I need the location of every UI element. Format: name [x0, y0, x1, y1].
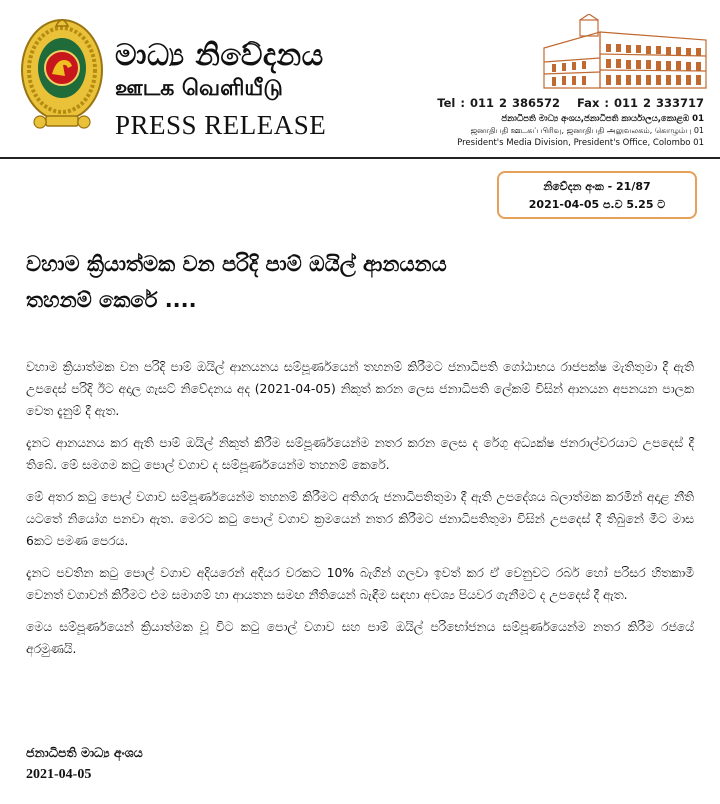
release-reference-box	[497, 171, 697, 219]
signature-date: 2021-04-05	[26, 767, 92, 782]
brand-tamil: ஊடக வெளியீடு	[115, 76, 283, 101]
paragraph-3: මේ අතර කටු පොල් වගාව සම්පූර්ණයෙන්ම තහනම් කිරීමට අතිගරු ජනාධිපතිතුමා දී ඇති උපදේශය බලාත්මක කරමින් අදාළ නීති යටතේ නියෝග පනවා ඇත. මෙරට කටු පොල් වගාව ක්‍රමයෙන් නතර කිරීමට ජනාධිපතිතුමා විසින් උපදෙස් දී තිබුනේ මීට මාස 6කට පමණ පෙරය.	[26, 490, 694, 548]
release-body	[26, 356, 694, 670]
release-datetime: 2021-04-05 ප.ව 5.25 ට	[528, 198, 666, 211]
brand-block	[115, 40, 326, 142]
address-sinhala: ජනාධිපති මාධ්‍ය අංශය,ජනාධිපති කාර්යාලය,කොළඹ 01	[501, 114, 704, 124]
paragraph-4: දැනට පවතින කටු පොල් වගාව අදියරෙන් අදියර වරකට 10% බැගින් ගලවා ඉවත් කර ඒ වෙනුවට රබර් හෝ පරිසර හිතකාමී වෙනත් වගාවන් කිරීමට එම සමාගම් හා ආයතන සමඟ නීතියෙන් බැඳීම සඳහා අවශ්‍ය පියවර ගැනීමට ද උපදෙස් දී ඇත.	[26, 566, 694, 602]
telephone-number: Tel : 011 2 386572	[437, 96, 560, 110]
release-number: නිවේදන අංක - 21/87	[543, 180, 651, 193]
brand-english: PRESS RELEASE	[115, 110, 327, 140]
contact-block	[425, 96, 704, 150]
headline-line-2: තහනම් කෙරේ ....	[26, 288, 197, 312]
signature-block	[26, 742, 143, 786]
paragraph-5: මෙය සම්පූර්ණයෙන් ක්‍රියාත්මක වූ විට කටු පොල් වගාව සහ පාම් ඔයිල් පරිභෝජනය සම්පූර්ණයෙන්ම නතර කිරීම රජයේ අරමුණයි.	[26, 620, 694, 656]
sri-lanka-emblem-icon	[18, 10, 106, 138]
brand-sinhala: මාධ්‍ය නිවේදනය	[115, 38, 324, 73]
paragraph-2: දැනට ආනයනය කර ඇති පාම් ඔයිල් නිකුත් කිරීම සම්පූර්ණයෙන්ම නතර කරන ලෙස ද රේගු අධ්‍යක්ෂ ජනරාල්වරයාට උපදෙස් දී තිබේ. මේ සමගම කටු පොල් වගාව ද සම්පූර්ණයෙන්ම තහනම් කෙරේ.	[26, 436, 694, 472]
address-english: President's Media Division, President's Office, Colombo 01	[457, 138, 704, 148]
header-divider	[0, 157, 720, 159]
fax-number: Fax : 011 2 333717	[577, 96, 704, 110]
issuing-office: ජනාධිපති මාධ්‍ය අංශය	[26, 745, 143, 760]
headline-line-1: වහාම ක්‍රියාත්මක වන පරිදි පාම් ඔයිල් ආනයනය	[26, 252, 447, 276]
headline	[26, 246, 646, 318]
phone-fax-line	[425, 96, 704, 110]
paragraph-1: වහාම ක්‍රියාත්මක වන පරිදි පාම් ඔයිල් ආනයනය සම්පූර්ණයෙන් තහනම් කිරීමට ජනාධිපති ගෝඨාභය රාජපක්ෂ මැතිතුමා දී ඇති උපදෙස් පරිදි ඊට අදාල ගැසට් නිවේදනය අද (2021-04-05) නිකුත් කරන ලෙස ජනාධිපති ලේකම් විසින් ආනයන අපනයන පාලක වෙත දැනුම් දී ඇත.	[26, 360, 694, 418]
address-tamil: ஜனாதிபதி ஊடகப் பிரிவு, ஜனாதிபதி அலுவலகம், கொழும்பு 01	[470, 126, 704, 135]
letterhead	[0, 0, 720, 160]
presidents-office-building-icon	[540, 14, 710, 94]
